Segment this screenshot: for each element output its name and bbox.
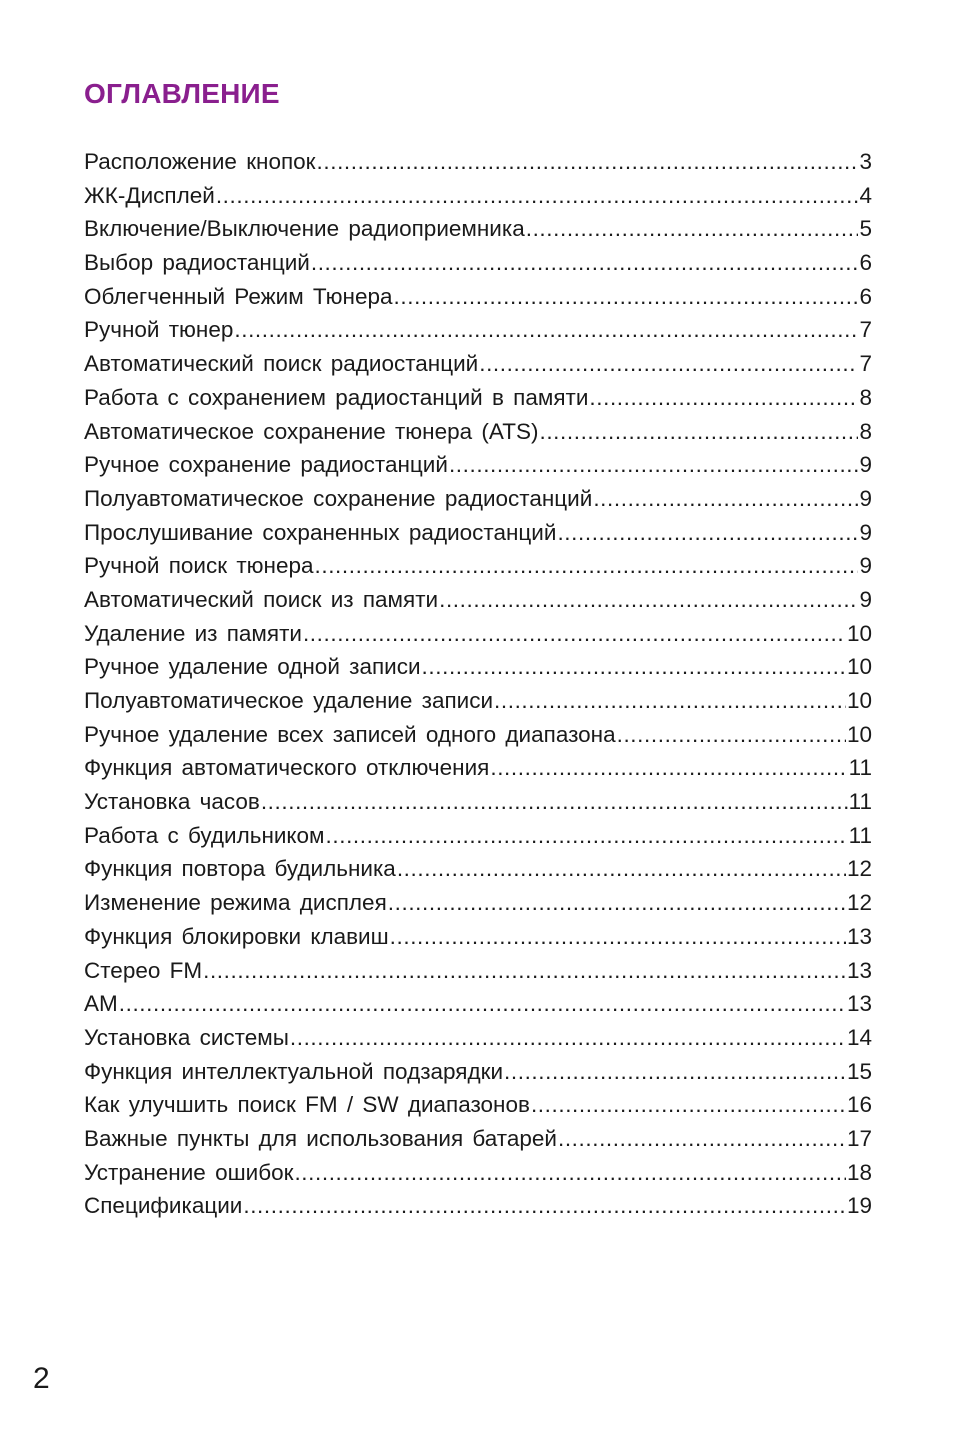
toc-entry — [84, 1021, 872, 1055]
toc-entry-label: AM — [84, 991, 118, 1017]
toc-entry-page: 11 — [848, 822, 872, 848]
toc-entry-page: 15 — [846, 1058, 872, 1084]
toc-entry-page: 8 — [859, 384, 872, 410]
toc-entry-page: 7 — [859, 351, 872, 377]
toc-entry-label: Функция интеллектуальной подзарядки — [84, 1058, 504, 1084]
toc-entry-page: 3 — [859, 149, 872, 174]
toc-entry-page: 12 — [846, 890, 872, 916]
toc-entry-page: 4 — [859, 182, 872, 208]
toc-entry-page: 10 — [846, 721, 872, 747]
dot-leader — [243, 1189, 846, 1223]
toc-entry-page: 10 — [846, 620, 872, 646]
dot-leader — [397, 852, 846, 886]
toc-entry-page: 13 — [846, 957, 872, 983]
toc-entry-label: Полуавтоматическое сохранение радиостанций — [84, 485, 593, 511]
toc-entry — [84, 1055, 872, 1089]
dot-leader — [303, 617, 846, 651]
page-title: ОГЛАВЛЕНИЕ — [84, 78, 280, 109]
dot-leader — [504, 1055, 846, 1089]
toc-entry-label: Облегченный Режим Тюнера — [84, 283, 393, 309]
toc-entry — [84, 852, 872, 886]
toc-entry — [84, 448, 872, 482]
toc-entry-label: Автоматическое сохранение тюнера (ATS) — [84, 418, 539, 444]
dot-leader — [617, 718, 846, 752]
toc-entry — [84, 313, 872, 347]
toc-entry-label: Включение/Выключение радиоприемника — [84, 216, 525, 242]
toc-entry — [84, 987, 872, 1021]
toc-entry — [84, 1189, 872, 1223]
table-of-contents — [84, 145, 872, 1223]
toc-entry-page: 5 — [859, 216, 872, 242]
toc-entry-label: Автоматический поиск радиостанций — [84, 351, 479, 377]
toc-entry-label: Установка системы — [84, 1024, 289, 1050]
toc-entry — [84, 516, 872, 550]
toc-entry — [84, 650, 872, 684]
toc-entry-page: 9 — [859, 452, 872, 478]
toc-entry-page: 6 — [859, 250, 872, 276]
dot-leader — [317, 145, 859, 179]
toc-entry-label: Стерео FM — [84, 957, 203, 983]
toc-entry-page: 17 — [846, 1125, 872, 1151]
toc-entry-label: Расположение кнопок — [84, 149, 316, 174]
dot-leader — [439, 583, 858, 617]
dot-leader — [490, 751, 847, 785]
toc-entry-label: Функция повтора будильника — [84, 856, 396, 882]
toc-entry-page: 9 — [859, 586, 872, 612]
page-number: 2 — [33, 1362, 50, 1395]
dot-leader — [315, 549, 859, 583]
toc-entry — [84, 145, 872, 179]
toc-entry-page: 10 — [846, 654, 872, 680]
toc-entry — [84, 684, 872, 718]
dot-leader — [234, 313, 858, 347]
toc-entry — [84, 920, 872, 954]
toc-entry-label: Ручной поиск тюнера — [84, 553, 314, 579]
toc-entry — [84, 347, 872, 381]
dot-leader — [294, 1156, 846, 1190]
toc-entry — [84, 718, 872, 752]
dot-leader — [557, 516, 858, 550]
toc-entry-label: Спецификации — [84, 1193, 243, 1219]
dot-leader — [479, 347, 858, 381]
dot-leader — [593, 482, 858, 516]
toc-entry-page: 8 — [859, 418, 872, 444]
toc-entry — [84, 415, 872, 449]
toc-entry-page: 13 — [846, 991, 872, 1017]
toc-entry — [84, 1156, 872, 1190]
dot-leader — [216, 179, 859, 213]
dot-leader — [449, 448, 859, 482]
toc-entry-page: 11 — [848, 755, 872, 781]
dot-leader — [390, 920, 846, 954]
toc-entry — [84, 549, 872, 583]
toc-entry-label: Работа с будильником — [84, 822, 325, 848]
toc-entry-page: 16 — [846, 1092, 872, 1118]
toc-entry — [84, 482, 872, 516]
dot-leader — [119, 987, 846, 1021]
dot-leader — [388, 886, 846, 920]
toc-entry-page: 7 — [859, 317, 872, 343]
toc-entry-page: 19 — [846, 1193, 872, 1219]
toc-entry-label: Прослушивание сохраненных радиостанций — [84, 519, 557, 545]
toc-entry-page: 13 — [846, 923, 872, 949]
toc-entry-page: 11 — [848, 789, 872, 815]
toc-entry-page: 9 — [859, 553, 872, 579]
toc-entry-label: Важные пункты для использования батарей — [84, 1125, 557, 1151]
dot-leader — [526, 212, 859, 246]
toc-entry-page: 18 — [846, 1159, 872, 1185]
toc-entry-label: Устранение ошибок — [84, 1159, 294, 1185]
toc-entry-label: Ручной тюнер — [84, 317, 234, 343]
dot-leader — [261, 785, 848, 819]
dot-leader — [311, 246, 859, 280]
dot-leader — [422, 650, 846, 684]
dot-leader — [539, 415, 858, 449]
toc-entry — [84, 886, 872, 920]
toc-entry-page: 9 — [859, 519, 872, 545]
toc-entry — [84, 1088, 872, 1122]
toc-entry-page: 6 — [859, 283, 872, 309]
toc-entry — [84, 751, 872, 785]
toc-entry-label: Изменение режима дисплея — [84, 890, 387, 916]
toc-entry-page: 14 — [846, 1024, 872, 1050]
dot-leader — [494, 684, 846, 718]
toc-entry — [84, 617, 872, 651]
toc-entry — [84, 954, 872, 988]
toc-entry-page: 10 — [846, 688, 872, 713]
toc-entry-label: Удаление из памяти — [84, 620, 302, 646]
dot-leader — [531, 1088, 846, 1122]
toc-entry-label: Установка часов — [84, 789, 260, 815]
toc-entry-label: Функция блокировки клавиш — [84, 923, 389, 949]
toc-entry-label: Работа с сохранением радиостанций в памяти — [84, 384, 589, 410]
toc-entry — [84, 785, 872, 819]
dot-leader — [290, 1021, 846, 1055]
toc-entry — [84, 246, 872, 280]
toc-entry-label: Ручное удаление всех записей одного диапазона — [84, 721, 616, 747]
toc-entry — [84, 280, 872, 314]
toc-entry-label: Полуавтоматическое удаление записи — [84, 688, 494, 713]
toc-entry — [84, 1122, 872, 1156]
toc-entry — [84, 381, 872, 415]
dot-leader — [203, 954, 846, 988]
dot-leader — [589, 381, 858, 415]
toc-entry-label: Как улучшить поиск FM / SW диапазонов — [84, 1092, 530, 1118]
toc-entry — [84, 212, 872, 246]
dot-leader — [394, 280, 859, 314]
toc-entry-label: Ручное удаление одной записи — [84, 654, 421, 680]
toc-entry-label: ЖК-Дисплей — [84, 182, 215, 208]
toc-entry-page: 12 — [846, 856, 872, 882]
toc-entry-label: Выбор радиостанций — [84, 250, 310, 276]
dot-leader — [558, 1122, 846, 1156]
dot-leader — [326, 819, 848, 853]
toc-entry — [84, 179, 872, 213]
toc-entry-label: Автоматический поиск из памяти — [84, 586, 439, 612]
toc-entry-label: Ручное сохранение радиостанций — [84, 452, 448, 478]
toc-entry-page: 9 — [859, 485, 872, 511]
toc-entry — [84, 583, 872, 617]
toc-entry-label: Функция автоматического отключения — [84, 755, 490, 781]
toc-entry — [84, 819, 872, 853]
